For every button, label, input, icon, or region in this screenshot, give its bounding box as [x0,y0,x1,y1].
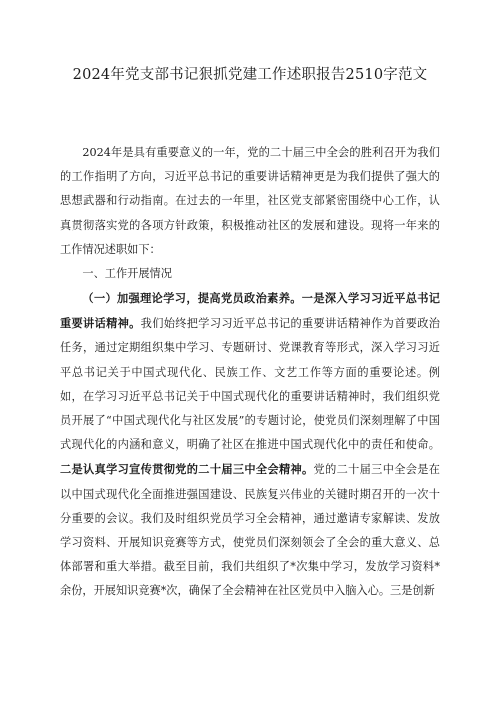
intro-paragraph: 2024年是具有重要意义的一年，党的二十届三中全会的胜利召开为我们的工作指明了方向，习近平总书记的重要讲话精神更是为我们提供了强大的思想武器和行动指南。在过去的一年里，社区党支部紧密围绕中心工作，认真贯彻落实党的各项方针政策，积极推动社区的发展和建设。现将一年来的工作情况述职如下： [60,146,440,256]
paragraph-text-1: 我们始终把学习习近平总书记的重要讲话精神作为首要政治任务，通过定期组织集中学习、专题研讨、党课教育等形式，深入学习习近平总书记关于中国式现代化、民族工作、文艺工作等方面的重要论述。例如，在学习习近平总书记关于中国式现代化的重要讲话精神时，我们组织党员开展了“中国式现代化与社区发展”的专题讨论，使党员们深刻理解了中国式现代化的内涵和意义，明确了社区在推进中国式现代化中的责任和使命。 [60,317,440,452]
bold-lead-2: 二是认真学习宣传贯彻党的二十届三中全会精神。 [60,462,314,477]
bold-lead-1: （一）加强理论学习，提高党员政治素养。一是深入学习习近平总书记重要讲话精神。 [60,291,440,331]
paragraph-text-2: 党的二十届三中全会是在以中国式现代化全面推进强国建设、民族复兴伟业的关键时期召开的一次十分重要的会议。我们及时组织党员学习全会精神，通过邀请专家解读、发放学习资料、开展知识竞赛等方式，使党员们深刻领会了全会的重大意义、总体部署和重大举措。截至目前，我们共组织了*次集中学习，发放学习资料*余份，开展知识竞赛*次，确保了全会精神在社区党员中入脑入心。三是创新 [60,463,440,598]
section-paragraph [60,286,440,604]
document-title: 2024年党支部书记狠抓党建工作述职报告2510字范文 [72,67,428,83]
section-heading: 一、工作开展情况 [82,267,172,280]
